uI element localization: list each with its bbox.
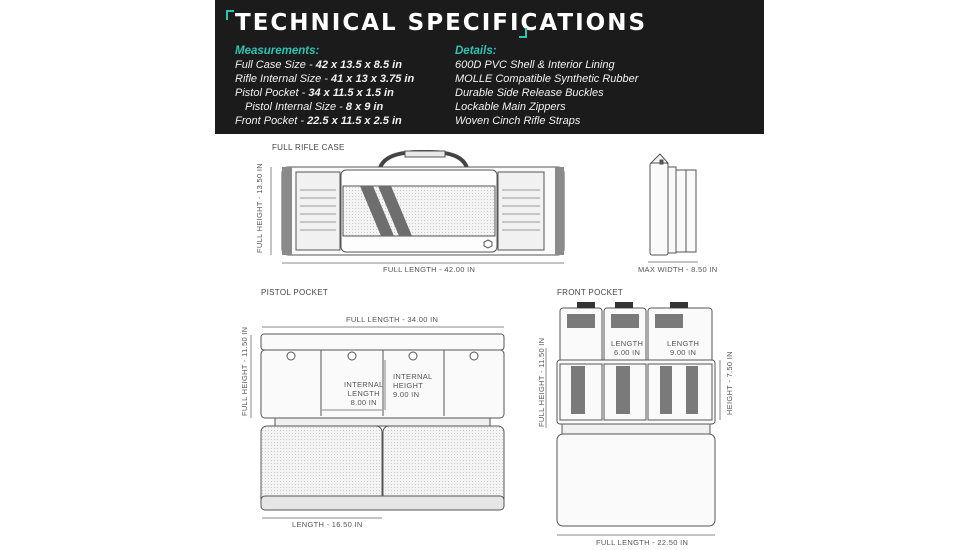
measurement-item: Pistol Pocket - 34 x 11.5 x 1.5 in: [235, 87, 394, 99]
pistol-pocket-drawing: [251, 327, 504, 518]
rifle-case-drawing: [271, 151, 564, 263]
rifle-case-side-view: [648, 154, 698, 262]
detail-item: MOLLE Compatible Synthetic Rubber: [455, 73, 639, 85]
front-pocket-drawing: [546, 302, 720, 535]
pistol-internal-length-label: INTERNAL LENGTH 8.00 IN: [344, 380, 384, 407]
rifle-length-label: FULL LENGTH - 42.00 IN: [383, 265, 476, 274]
measurement-item: Pistol Internal Size - 8 x 9 in: [245, 101, 384, 113]
measurement-item: Rifle Internal Size - 41 x 13 x 3.75 in: [235, 73, 415, 85]
pistol-pocket-section-label: PISTOL POCKET: [261, 288, 329, 297]
front-large-length-label: LENGTH 9.00 IN: [667, 339, 700, 357]
detail-item: 600D PVC Shell & Interior Lining: [455, 59, 615, 71]
front-full-height-label: FULL HEIGHT - 11.50 IN: [537, 337, 546, 427]
pistol-height-label: FULL HEIGHT - 11.50 IN: [240, 326, 249, 416]
rifle-width-label: MAX WIDTH - 8.50 IN: [638, 265, 718, 274]
rifle-height-label: FULL HEIGHT - 13.50 IN: [255, 163, 264, 253]
detail-item: Woven Cinch Rifle Straps: [455, 115, 581, 127]
detail-item: Lockable Main Zippers: [455, 101, 566, 113]
front-small-length-label: LENGTH 6.00 IN: [611, 339, 644, 357]
detail-item: Durable Side Release Buckles: [455, 87, 604, 99]
front-full-length-label: FULL LENGTH - 22.50 IN: [596, 538, 689, 547]
front-height-label: HEIGHT - 7.50 IN: [725, 351, 734, 415]
measurement-item: Front Pocket - 22.5 x 11.5 x 2.5 in: [235, 115, 402, 127]
measurement-item: Full Case Size - 42 x 13.5 x 8.5 in: [235, 59, 402, 71]
rifle-case-section-label: FULL RIFLE CASE: [272, 143, 345, 152]
front-pocket-section-label: FRONT POCKET: [557, 288, 624, 297]
measurements-heading: Measurements:: [235, 45, 320, 57]
pistol-length-label: FULL LENGTH - 34.00 IN: [346, 315, 439, 324]
pistol-internal-height-label: INTERNAL HEIGHT 9.00 IN: [393, 372, 433, 399]
pistol-lower-length-label: LENGTH - 16.50 IN: [292, 520, 363, 529]
page-title: TECHNICAL SPECIFICATIONS: [235, 10, 648, 36]
details-heading: Details:: [455, 45, 497, 57]
